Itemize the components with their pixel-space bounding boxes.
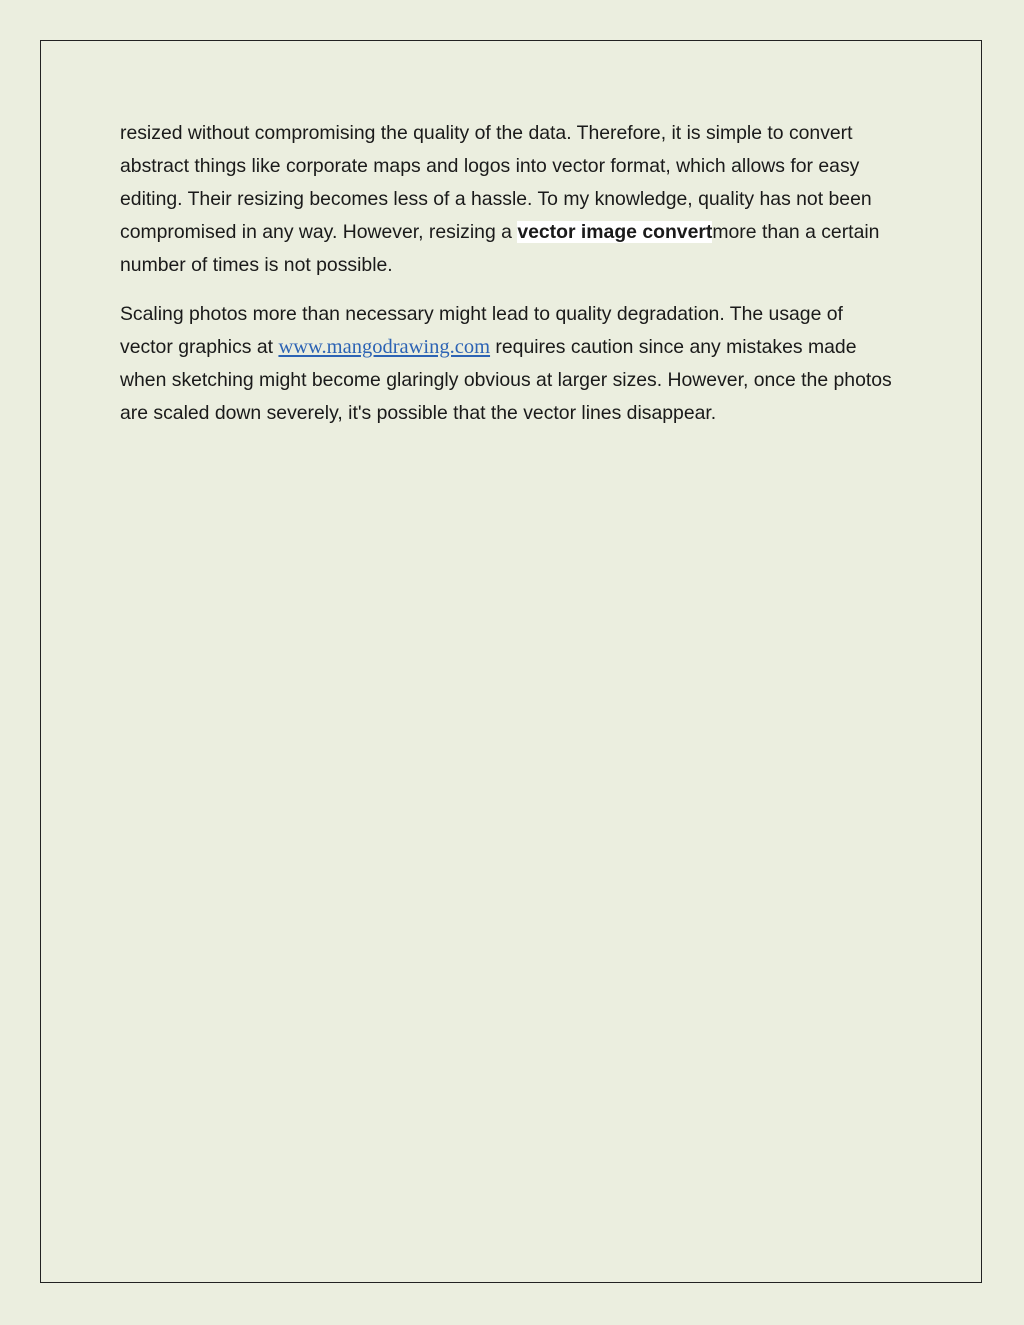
document-body [120, 117, 895, 446]
paragraph-2 [120, 298, 895, 430]
paragraph-1-text-before: resized without compromising the quality of the data. Therefore, it is simple to convert abstract things like corporate maps and logos into vector format, which allows for easy editing. Their resizing becomes less of a hassle. To my knowledge, quality has not been compromised in any way. However, resizing a [120, 122, 872, 243]
highlighted-keyword: vector image convert [517, 221, 713, 243]
mangodrawing-link[interactable]: www.mangodrawing.com [278, 336, 491, 358]
paragraph-1 [120, 117, 895, 282]
paragraph-2-text-after: requires caution since any mistakes made when sketching might become glaringly obvious at larger sizes. However, once the photos are scaled down severely, it's possible that the vector lines disappear. [120, 336, 892, 424]
paragraph-1-text-after: more than a certain number of times is not possible. [120, 221, 880, 276]
paragraph-2-text-before: Scaling photos more than necessary might lead to quality degradation. The usage of vector graphics at [120, 303, 843, 358]
